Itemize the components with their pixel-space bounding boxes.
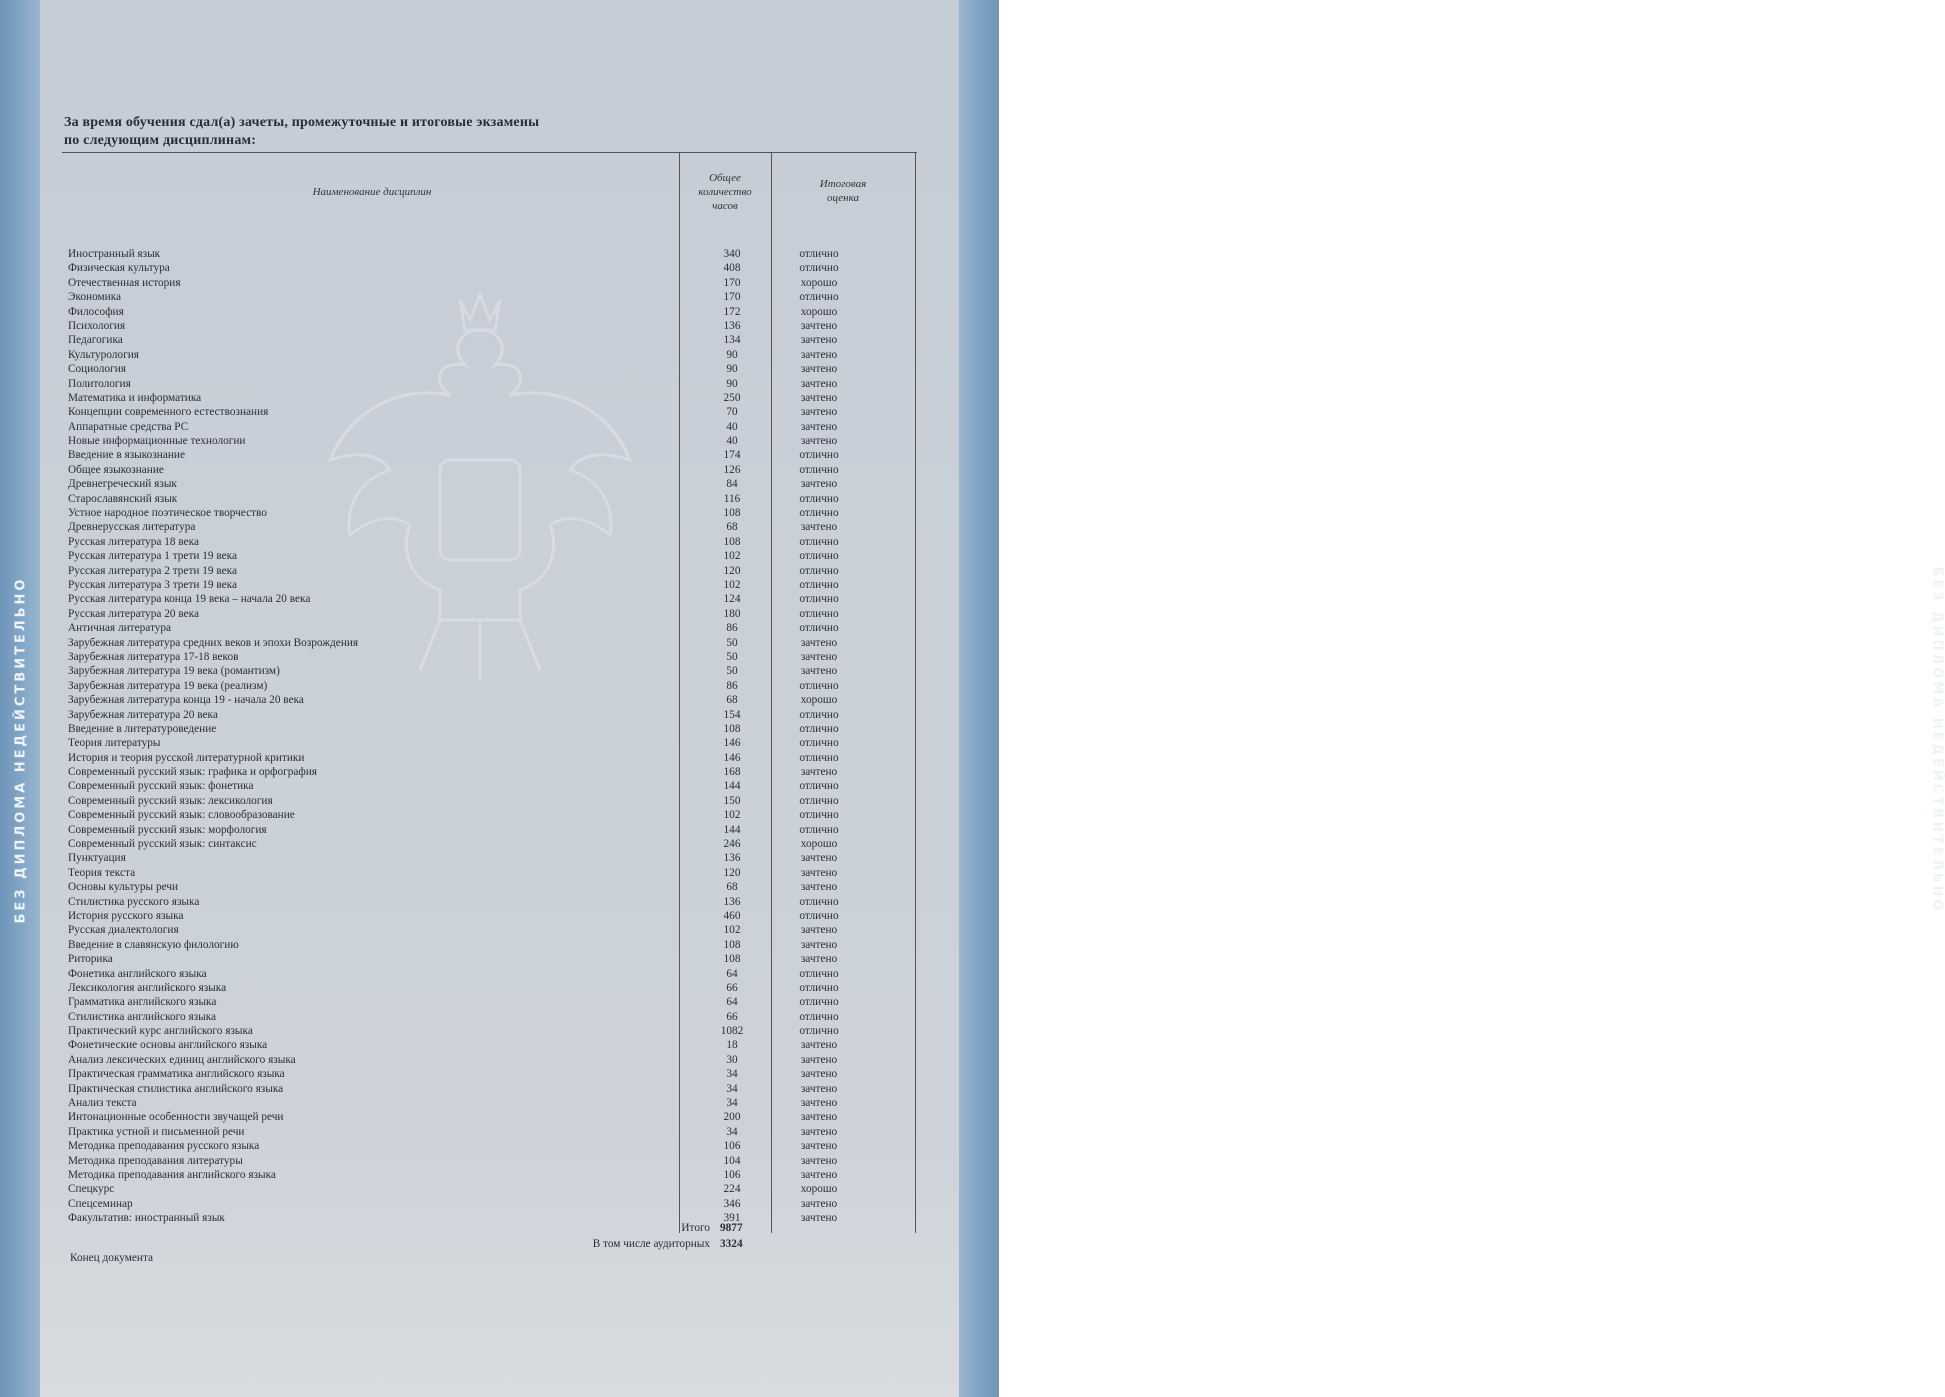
discipline-hours: 90: [726, 363, 738, 376]
discipline-hours: 64: [726, 996, 738, 1009]
left-security-border: [0, 0, 40, 1397]
table-row: [62, 866, 917, 880]
table-row: [62, 621, 917, 635]
discipline-grade: зачтено: [800, 521, 838, 534]
discipline-name: Древнерусская литература: [68, 521, 196, 534]
discipline-name: Современный русский язык: фонетика: [68, 780, 254, 793]
discipline-name: Анализ текста: [68, 1097, 137, 1110]
discipline-hours: 154: [723, 708, 741, 721]
discipline-grade: зачтено: [800, 852, 838, 865]
discipline-hours: 136: [723, 852, 741, 865]
right-security-border: [959, 0, 1945, 1397]
discipline-name: Современный русский язык: графика и орфография: [68, 766, 317, 779]
discipline-grade: зачтено: [800, 766, 838, 779]
discipline-grade: отлично: [799, 449, 839, 462]
discipline-hours: 68: [726, 694, 738, 707]
discipline-grade: отлично: [799, 895, 839, 908]
table-row: [62, 880, 917, 894]
table-row: [62, 261, 917, 275]
table-row: [62, 535, 917, 549]
discipline-hours: 40: [726, 420, 738, 433]
discipline-grade: отлично: [799, 535, 839, 548]
discipline-hours: 106: [723, 1140, 741, 1153]
discipline-name: Иностранный язык: [68, 248, 161, 260]
discipline-name: Социология: [68, 363, 126, 376]
discipline-hours: 340: [723, 248, 741, 260]
discipline-hours: 50: [726, 650, 738, 663]
discipline-grade: хорошо: [800, 694, 838, 707]
total-value: 9877: [720, 1222, 743, 1234]
total-row: [440, 1222, 760, 1238]
table-row: [62, 578, 917, 592]
discipline-grade: зачтено: [800, 348, 838, 361]
discipline-name: Фонетические основы английского языка: [68, 1039, 268, 1052]
discipline-name: Зарубежная литература 20 века: [68, 708, 218, 721]
discipline-grade: зачтено: [800, 1169, 838, 1181]
discipline-hours: 146: [723, 737, 741, 750]
table-row: [62, 909, 917, 923]
discipline-hours: 120: [723, 564, 741, 577]
discipline-hours: 34: [726, 1097, 738, 1110]
discipline-grade: отлично: [799, 622, 839, 635]
table-row: [62, 967, 917, 981]
table-row: [62, 290, 917, 304]
discipline-hours: 68: [726, 521, 738, 534]
table-row: [62, 1053, 917, 1067]
table-row: [62, 549, 917, 563]
discipline-grade: зачтено: [800, 1111, 838, 1124]
discipline-grade: отлично: [799, 463, 839, 476]
discipline-hours: 104: [723, 1154, 741, 1167]
auditorium-row: [440, 1238, 760, 1254]
table-row: [62, 592, 917, 606]
discipline-name: Зарубежная литература 19 века (реализм): [68, 679, 268, 692]
table-row: [62, 348, 917, 362]
discipline-hours: 1082: [720, 1025, 744, 1038]
discipline-name: Методика преподавания литературы: [68, 1154, 243, 1167]
discipline-grade: зачтено: [800, 1039, 838, 1052]
discipline-name: Политология: [68, 377, 131, 390]
discipline-name: Введение в языкознание: [68, 449, 185, 462]
document-heading: [64, 114, 539, 150]
table-row: [62, 1096, 917, 1110]
discipline-name: Спецсеминар: [68, 1197, 133, 1210]
discipline-name: Стилистика русского языка: [68, 895, 200, 908]
discipline-name: Риторика: [68, 953, 113, 966]
discipline-name: Старославянский язык: [68, 492, 178, 505]
discipline-name: Стилистика английского языка: [68, 1010, 217, 1023]
discipline-grade: зачтено: [800, 953, 838, 966]
discipline-hours: 102: [723, 550, 741, 563]
discipline-name: Русская литература 20 века: [68, 607, 199, 620]
discipline-name: Русская литература конца 19 века – начала 20 века: [68, 593, 311, 606]
discipline-name: Интонационные особенности звучащей речи: [68, 1111, 284, 1124]
discipline-grade: хорошо: [800, 276, 838, 289]
discipline-grade: зачтено: [800, 1140, 838, 1153]
table-row: [62, 1125, 917, 1139]
discipline-name: История и теория русской литературной критики: [68, 751, 305, 764]
discipline-grade: зачтено: [800, 1197, 838, 1210]
discipline-grade: отлично: [799, 607, 839, 620]
discipline-grade: зачтено: [800, 363, 838, 376]
discipline-hours: 106: [723, 1169, 741, 1181]
table-row: [62, 851, 917, 865]
discipline-hours: 116: [723, 492, 741, 505]
table-row: [62, 1082, 917, 1096]
table-row: [62, 708, 917, 722]
discipline-hours: 144: [723, 823, 741, 836]
discipline-grade: хорошо: [800, 1183, 838, 1196]
table-row: [62, 751, 917, 765]
discipline-hours: 108: [723, 938, 741, 951]
discipline-name: Анализ лексических единиц английского языка: [68, 1053, 296, 1066]
discipline-hours: 68: [726, 881, 738, 894]
discipline-hours: 86: [726, 622, 738, 635]
discipline-hours: 136: [723, 319, 741, 332]
table-row: [62, 362, 917, 376]
disciplines-table: [62, 152, 917, 1233]
discipline-hours: 34: [726, 1068, 738, 1081]
discipline-hours: 150: [723, 794, 741, 807]
discipline-grade: зачтено: [800, 1212, 838, 1225]
table-row: [62, 923, 917, 937]
table-row: [62, 391, 917, 405]
table-row: [62, 492, 917, 506]
discipline-name: Факультатив: иностранный язык: [68, 1212, 225, 1225]
discipline-grade: отлично: [799, 722, 839, 735]
discipline-grade: отлично: [799, 1010, 839, 1023]
discipline-name: История русского языка: [68, 909, 184, 922]
discipline-hours: 102: [723, 924, 741, 937]
discipline-hours: 84: [726, 478, 738, 491]
discipline-grade: отлично: [799, 507, 839, 520]
table-row: [62, 823, 917, 837]
table-row: [62, 247, 917, 261]
table-row: [62, 1067, 917, 1081]
discipline-grade: зачтено: [800, 881, 838, 894]
discipline-name: Концепции современного естествознания: [68, 406, 269, 419]
discipline-name: Спецкурс: [68, 1183, 115, 1196]
discipline-hours: 108: [723, 722, 741, 735]
auditorium-value: 3324: [720, 1238, 743, 1250]
discipline-name: Основы культуры речи: [68, 881, 179, 894]
discipline-grade: зачтено: [800, 650, 838, 663]
discipline-hours: 34: [726, 1125, 738, 1138]
discipline-hours: 108: [723, 535, 741, 548]
discipline-grade: зачтено: [800, 334, 838, 347]
discipline-name: Зарубежная литература 19 века (романтизм): [68, 665, 280, 678]
discipline-name: Педагогика: [68, 334, 123, 347]
discipline-grade: зачтено: [800, 924, 838, 937]
discipline-hours: 246: [723, 838, 741, 851]
discipline-hours: 90: [726, 377, 738, 390]
discipline-grade: зачтено: [800, 1053, 838, 1066]
discipline-hours: 50: [726, 636, 738, 649]
table-row: [62, 276, 917, 290]
discipline-grade: зачтено: [800, 406, 838, 419]
discipline-hours: 102: [723, 809, 741, 822]
discipline-hours: 18: [726, 1039, 738, 1052]
discipline-hours: 346: [723, 1197, 741, 1210]
discipline-hours: 136: [723, 895, 741, 908]
discipline-grade: зачтено: [800, 665, 838, 678]
discipline-name: Общее языкознание: [68, 463, 164, 476]
table-row: [62, 938, 917, 952]
discipline-grade: зачтено: [800, 391, 838, 404]
discipline-name: Практическая грамматика английского языка: [68, 1068, 285, 1081]
discipline-name: Зарубежная литература 17-18 веков: [68, 650, 239, 663]
table-row: [62, 477, 917, 491]
discipline-name: Современный русский язык: словообразование: [68, 809, 295, 822]
discipline-name: Пунктуация: [68, 852, 126, 865]
discipline-hours: 134: [723, 334, 741, 347]
table-row: [62, 520, 917, 534]
discipline-name: Русская литература 18 века: [68, 535, 199, 548]
discipline-hours: 30: [726, 1053, 738, 1066]
left-watermark-text: БЕЗ ДИПЛОМА НЕДЕЙСТВИТЕЛЬНО: [13, 576, 29, 924]
discipline-name: Методика преподавания английского языка: [68, 1169, 276, 1181]
table-row: [62, 434, 917, 448]
discipline-hours: 86: [726, 679, 738, 692]
table-row: [62, 405, 917, 419]
table-row: [62, 564, 917, 578]
table-row: [62, 736, 917, 750]
table-row: [62, 1139, 917, 1153]
discipline-hours: 40: [726, 435, 738, 448]
discipline-hours: 408: [723, 262, 741, 275]
discipline-name: Грамматика английского языка: [68, 996, 217, 1009]
discipline-name: Фонетика английского языка: [68, 967, 207, 980]
table-row: [62, 837, 917, 851]
discipline-hours: 102: [723, 578, 741, 591]
discipline-grade: зачтено: [800, 1154, 838, 1167]
table-row: [62, 808, 917, 822]
table-row: [62, 506, 917, 520]
header-total-hours: Общее количество часов: [698, 172, 752, 212]
table-row: [62, 377, 917, 391]
table-row: [62, 333, 917, 347]
table-row: [62, 1024, 917, 1038]
table-row: [62, 463, 917, 477]
table-row: [62, 1038, 917, 1052]
table-row: [62, 779, 917, 793]
discipline-grade: зачтено: [800, 938, 838, 951]
table-row: [62, 1154, 917, 1168]
discipline-hours: 34: [726, 1082, 738, 1095]
discipline-name: Античная литература: [68, 622, 172, 635]
discipline-grade: отлично: [799, 996, 839, 1009]
table-row: [62, 722, 917, 736]
discipline-name: Культурология: [68, 348, 139, 361]
table-body: [62, 247, 917, 1226]
end-of-document: Конец документа: [70, 1252, 154, 1264]
total-label: Итого: [681, 1222, 710, 1234]
discipline-name: Методика преподавания русского языка: [68, 1140, 260, 1153]
table-row: [62, 1110, 917, 1124]
discipline-name: Современный русский язык: синтаксис: [68, 838, 257, 851]
discipline-grade: зачтено: [800, 435, 838, 448]
discipline-grade: зачтено: [800, 478, 838, 491]
discipline-hours: 170: [723, 291, 741, 304]
discipline-grade: отлично: [799, 909, 839, 922]
discipline-name: Древнегреческий язык: [68, 478, 177, 491]
discipline-name: Введение в славянскую филологию: [68, 938, 239, 951]
discipline-name: Психология: [68, 319, 126, 332]
discipline-hours: 174: [723, 449, 741, 462]
right-watermark-text: БЕЗ ДИПЛОМА НЕДЕЙСТВИТЕЛЬНО: [1929, 566, 1945, 914]
discipline-grade: зачтено: [800, 420, 838, 433]
auditorium-label: В том числе аудиторных: [592, 1238, 710, 1250]
discipline-grade: отлично: [799, 780, 839, 793]
discipline-hours: 391: [723, 1212, 741, 1225]
table-row: [62, 1010, 917, 1024]
table-row: [62, 679, 917, 693]
discipline-grade: отлично: [799, 564, 839, 577]
discipline-grade: хорошо: [800, 305, 838, 318]
discipline-name: Аппаратные средства PC: [68, 420, 189, 433]
table-row: [62, 650, 917, 664]
discipline-grade: отлично: [799, 967, 839, 980]
discipline-hours: 50: [726, 665, 738, 678]
discipline-grade: зачтено: [800, 636, 838, 649]
discipline-name: Теория литературы: [68, 737, 161, 750]
discipline-grade: отлично: [799, 1025, 839, 1038]
discipline-name: Зарубежная литература средних веков и эпохи Возрождения: [68, 636, 359, 649]
table-row: [62, 952, 917, 966]
discipline-hours: 66: [726, 981, 738, 994]
discipline-name: Философия: [68, 305, 124, 318]
discipline-name: Математика и информатика: [68, 391, 202, 404]
discipline-grade: отлично: [799, 794, 839, 807]
table-row: [62, 305, 917, 319]
discipline-grade: отлично: [799, 823, 839, 836]
discipline-hours: 250: [723, 391, 741, 404]
discipline-grade: отлично: [799, 679, 839, 692]
discipline-hours: 66: [726, 1010, 738, 1023]
table-row: [62, 981, 917, 995]
discipline-hours: 146: [723, 751, 741, 764]
discipline-grade: отлично: [799, 262, 839, 275]
discipline-hours: 170: [723, 276, 741, 289]
discipline-grade: отлично: [799, 809, 839, 822]
discipline-name: Современный русский язык: лексикология: [68, 794, 273, 807]
discipline-name: Русская диалектология: [68, 924, 179, 937]
discipline-hours: 108: [723, 507, 741, 520]
discipline-hours: 90: [726, 348, 738, 361]
table-row: [62, 765, 917, 779]
discipline-grade: зачтено: [800, 866, 838, 879]
discipline-name: Русская литература 2 трети 19 века: [68, 564, 237, 577]
discipline-name: Практическая стилистика английского языка: [68, 1082, 284, 1095]
header-final-grade: Итоговая оценка: [819, 178, 867, 204]
totals-block: [440, 1222, 760, 1254]
discipline-grade: отлично: [799, 492, 839, 505]
discipline-name: Экономика: [68, 291, 122, 304]
discipline-name: Практический курс английского языка: [68, 1025, 253, 1038]
discipline-grade: зачтено: [800, 377, 838, 390]
discipline-name: Устное народное поэтическое творчество: [68, 507, 267, 520]
table-row: [62, 420, 917, 434]
discipline-hours: 144: [723, 780, 741, 793]
discipline-hours: 124: [723, 593, 741, 606]
discipline-hours: 64: [726, 967, 738, 980]
table-row: [62, 1197, 917, 1211]
table-row: [62, 693, 917, 707]
table-row: [62, 448, 917, 462]
table-row: [62, 664, 917, 678]
header-discipline-name: Наименование дисциплин: [312, 186, 432, 198]
discipline-hours: 460: [723, 909, 741, 922]
table-row: [62, 794, 917, 808]
discipline-hours: 168: [723, 766, 741, 779]
discipline-name: Русская литература 1 трети 19 века: [68, 550, 237, 563]
table-row: [62, 607, 917, 621]
discipline-grade: отлично: [799, 737, 839, 750]
discipline-name: Современный русский язык: морфология: [68, 823, 267, 836]
discipline-hours: 172: [723, 305, 741, 318]
discipline-grade: отлично: [799, 248, 839, 260]
discipline-grade: отлично: [799, 708, 839, 721]
table-row: [62, 895, 917, 909]
table-row: [62, 1168, 917, 1182]
discipline-grade: зачтено: [800, 1097, 838, 1110]
table-row: [62, 1182, 917, 1196]
discipline-name: Русская литература 3 трети 19 века: [68, 578, 237, 591]
discipline-grade: хорошо: [800, 838, 838, 851]
discipline-hours: 200: [723, 1111, 741, 1124]
discipline-hours: 224: [723, 1183, 741, 1196]
discipline-name: Введение в литературоведение: [68, 722, 217, 735]
heading-line-2: по следующим дисциплинам:: [64, 133, 257, 148]
discipline-grade: отлично: [799, 593, 839, 606]
discipline-grade: зачтено: [800, 1125, 838, 1138]
discipline-hours: 126: [723, 463, 741, 476]
discipline-grade: зачтено: [800, 1068, 838, 1081]
discipline-name: Зарубежная литература конца 19 - начала 20 века: [68, 694, 304, 707]
discipline-name: Практика устной и письменной речи: [68, 1125, 245, 1138]
table-row: [62, 319, 917, 333]
discipline-name: Теория текста: [68, 866, 136, 879]
discipline-hours: 108: [723, 953, 741, 966]
discipline-grade: отлично: [799, 578, 839, 591]
discipline-name: Лексикология английского языка: [68, 981, 227, 994]
discipline-name: Новые информационные технологии: [68, 435, 246, 448]
heading-line-1: За время обучения сдал(а) зачеты, промежуточные и итоговые экзамены: [64, 115, 540, 130]
discipline-grade: зачтено: [800, 319, 838, 332]
discipline-grade: отлично: [799, 981, 839, 994]
table-row: [62, 636, 917, 650]
discipline-grade: отлично: [799, 550, 839, 563]
discipline-name: Физическая культура: [68, 262, 170, 275]
discipline-name: Отечественная история: [68, 276, 181, 289]
discipline-grade: отлично: [799, 751, 839, 764]
discipline-hours: 120: [723, 866, 741, 879]
discipline-grade: зачтено: [800, 1082, 838, 1095]
discipline-hours: 180: [723, 607, 741, 620]
discipline-grade: отлично: [799, 291, 839, 304]
table-row: [62, 995, 917, 1009]
discipline-hours: 70: [726, 406, 738, 419]
